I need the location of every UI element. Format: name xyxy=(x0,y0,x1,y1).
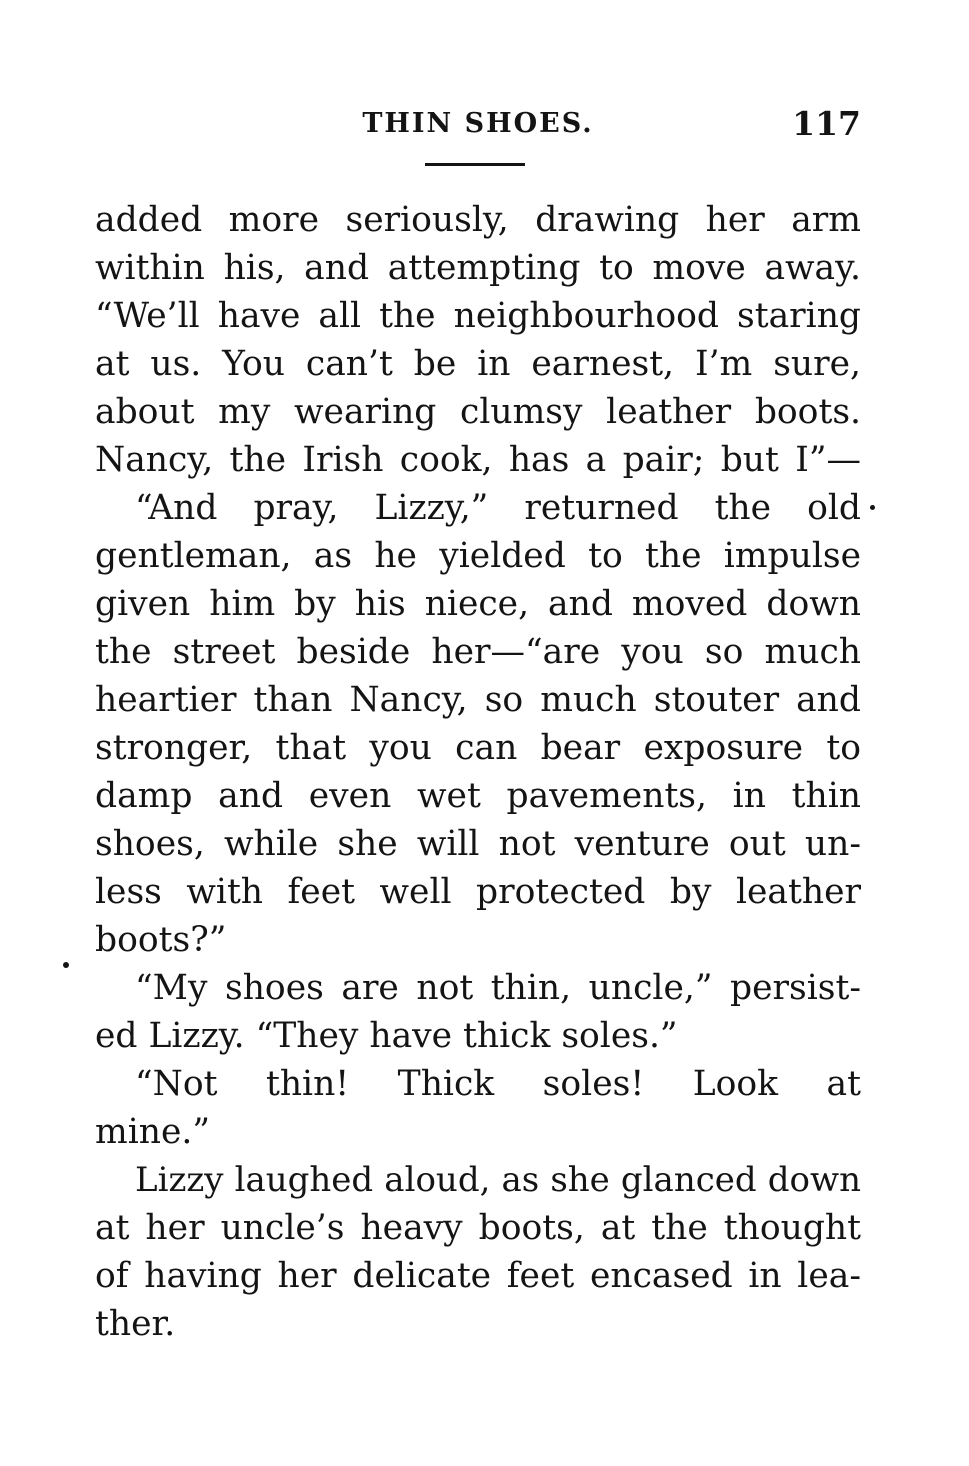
text-line: boots?” xyxy=(95,920,227,960)
text-line: the street beside her—“are you so much xyxy=(95,632,861,672)
header-rule xyxy=(425,163,525,166)
text-line: within his, and attempting to move away. xyxy=(95,248,861,288)
text-line: “Not thin! Thick soles! Look at xyxy=(135,1064,861,1104)
text-line: “My shoes are not thin, uncle,” persist- xyxy=(135,968,861,1008)
text-line: ther. xyxy=(95,1304,176,1344)
text-line: shoes, while she will not venture out un- xyxy=(95,824,861,864)
page-number: 117 xyxy=(792,104,861,143)
print-speck xyxy=(870,505,875,510)
text-line: “And pray, Lizzy,” returned the old xyxy=(135,488,861,528)
page-header xyxy=(95,104,861,144)
text-line: stronger, that you can bear exposure to xyxy=(95,728,861,768)
text-line: “We’ll have all the neighbourhood staring xyxy=(95,296,861,336)
text-line: Nancy, the Irish cook, has a pair; but I”— xyxy=(95,440,861,480)
body-text xyxy=(95,196,861,1348)
text-line: about my wearing clumsy leather boots. xyxy=(95,392,861,432)
text-line: gentleman, as he yielded to the impulse xyxy=(95,536,861,576)
print-speck xyxy=(63,962,69,968)
text-line: added more seriously, drawing her arm xyxy=(95,200,861,240)
text-line: at us. You can’t be in earnest, I’m sure, xyxy=(95,344,861,384)
text-line: ed Lizzy. “They have thick soles.” xyxy=(95,1016,678,1056)
text-line: Lizzy laughed aloud, as she glanced down xyxy=(135,1160,861,1200)
text-line: at her uncle’s heavy boots, at the thought xyxy=(95,1208,861,1248)
text-line: mine.” xyxy=(95,1112,210,1152)
text-line: less with feet well protected by leather xyxy=(95,872,861,912)
running-title: THIN SHOES. xyxy=(362,108,594,139)
text-line: damp and even wet pavements, in thin xyxy=(95,776,861,816)
text-line: given him by his niece, and moved down xyxy=(95,584,861,624)
text-line: heartier than Nancy, so much stouter and xyxy=(95,680,861,720)
text-line: of having her delicate feet encased in lea- xyxy=(95,1256,861,1296)
